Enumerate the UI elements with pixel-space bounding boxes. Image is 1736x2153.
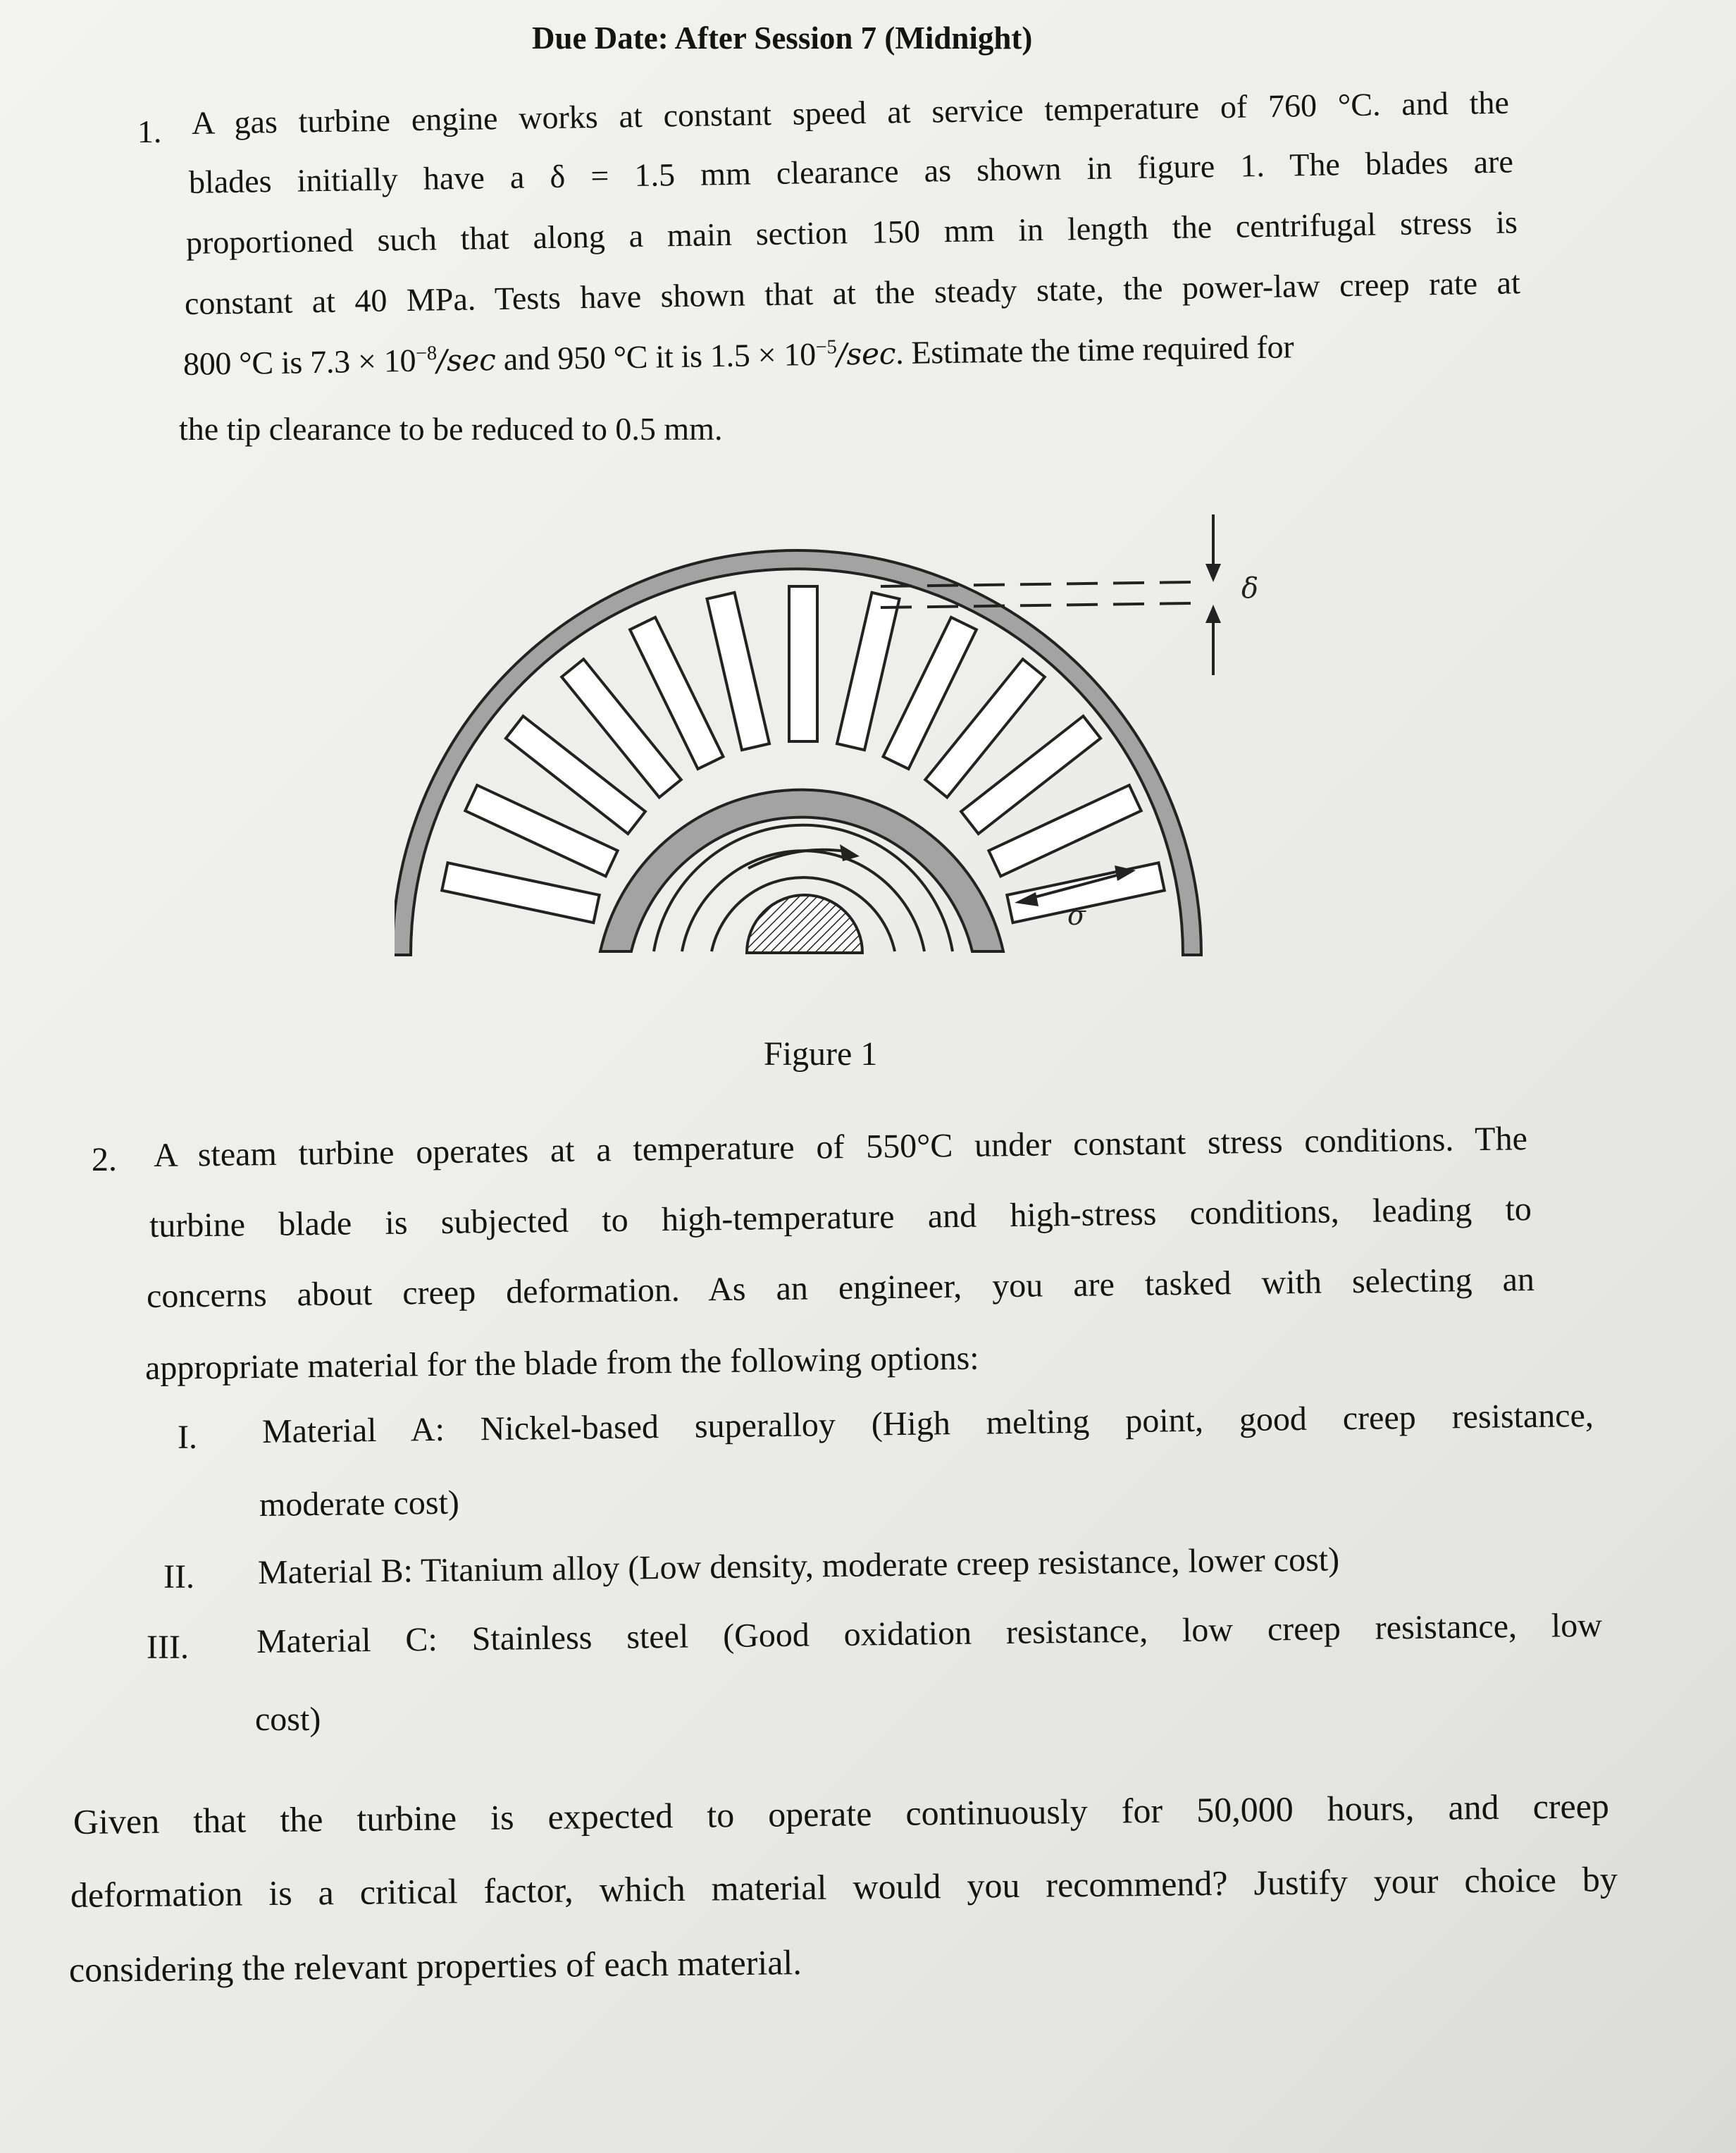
q1-line-3: proportioned such that along a main section 150 mm in length the centrifugal stress is bbox=[185, 204, 1518, 261]
q2-line-4: appropriate material for the blade from the following options: bbox=[144, 1339, 979, 1387]
q1-line-1: A gas turbine engine works at constant speed at service temperature of 760 °C. and the bbox=[191, 84, 1510, 141]
rotation-arrow-head bbox=[840, 844, 860, 861]
q1-line-5-part-3: . Estimate the time required for bbox=[895, 328, 1294, 371]
q1-unit-2: /sec bbox=[836, 336, 896, 372]
turbine-blade bbox=[442, 863, 600, 923]
q2-line-1: A steam turbine operates at a temperature of 550°C under constant stress conditions. The bbox=[153, 1120, 1528, 1174]
turbine-figure bbox=[395, 493, 1282, 987]
q2-line-2: turbine blade is subjected to high-temperature and high-stress conditions, leading to bbox=[149, 1190, 1532, 1245]
page-title: Due Date: After Session 7 (Midnight) bbox=[532, 20, 1033, 56]
turbine-blade bbox=[1007, 863, 1165, 923]
q1-line-5-part-1: 800 °C is 7.3 × 10 bbox=[182, 342, 416, 382]
option-1-numeral: I. bbox=[178, 1419, 197, 1456]
option-1-line-2: moderate cost) bbox=[259, 1483, 460, 1524]
q2-line-3: concerns about creep deformation. As an engineer, you are tasked with selecting an bbox=[146, 1260, 1535, 1315]
tip-dashed-line-lower bbox=[881, 603, 1191, 607]
q1-line-4: constant at 40 MPa. Tests have shown that at the steady state, the power-law creep rate at bbox=[184, 264, 1521, 321]
q1-line-6: the tip clearance to be reduced to 0.5 mm. bbox=[179, 411, 723, 447]
option-3-numeral: III. bbox=[147, 1629, 189, 1666]
turbine-blade bbox=[789, 586, 817, 741]
q1-number: 1. bbox=[137, 113, 162, 149]
closing-line-2: deformation is a critical factor, which material would you recommend? Justify your choice by bbox=[70, 1859, 1618, 1915]
delta-arrow-top-head bbox=[1205, 564, 1221, 582]
figure-caption: Figure 1 bbox=[764, 1035, 878, 1073]
sigma-symbol: σ bbox=[1067, 900, 1086, 931]
option-3-line-2: cost) bbox=[255, 1701, 321, 1738]
turbine-blade bbox=[837, 593, 900, 750]
q1-line-5-part-2: and 950 °C it is 1.5 × 10 bbox=[495, 335, 817, 378]
q1-unit-1: /sec bbox=[436, 343, 496, 378]
q1-exponent-1: −8 bbox=[415, 343, 438, 365]
option-2-numeral: II. bbox=[163, 1558, 194, 1596]
option-3-line-1: Material C: Stainless steel (Good oxidation resistance, low creep resistance, low bbox=[256, 1606, 1603, 1660]
closing-line-3: considering the relevant properties of each material. bbox=[68, 1942, 802, 1989]
closing-line-1: Given that the turbine is expected to operate continuously for 50,000 hours, and creep bbox=[73, 1786, 1610, 1842]
q1-line-2: blades initially have a δ = 1.5 mm clearance as shown in figure 1. The blades are bbox=[188, 143, 1514, 200]
delta-symbol: δ bbox=[1241, 572, 1259, 605]
q2-number: 2. bbox=[92, 1141, 117, 1178]
q1-exponent-2: −5 bbox=[815, 336, 837, 359]
option-1-line-1: Material A: Nickel-based superalloy (High melting point, good creep resistance, bbox=[261, 1396, 1594, 1450]
delta-arrow-bottom-head bbox=[1205, 605, 1221, 623]
hatched-shaft bbox=[747, 895, 862, 953]
option-2-line-1: Material B: Titanium alloy (Low density, moderate creep resistance, lower cost) bbox=[257, 1541, 1340, 1591]
turbine-blade bbox=[707, 593, 770, 750]
q1-line-5 bbox=[183, 324, 1526, 383]
